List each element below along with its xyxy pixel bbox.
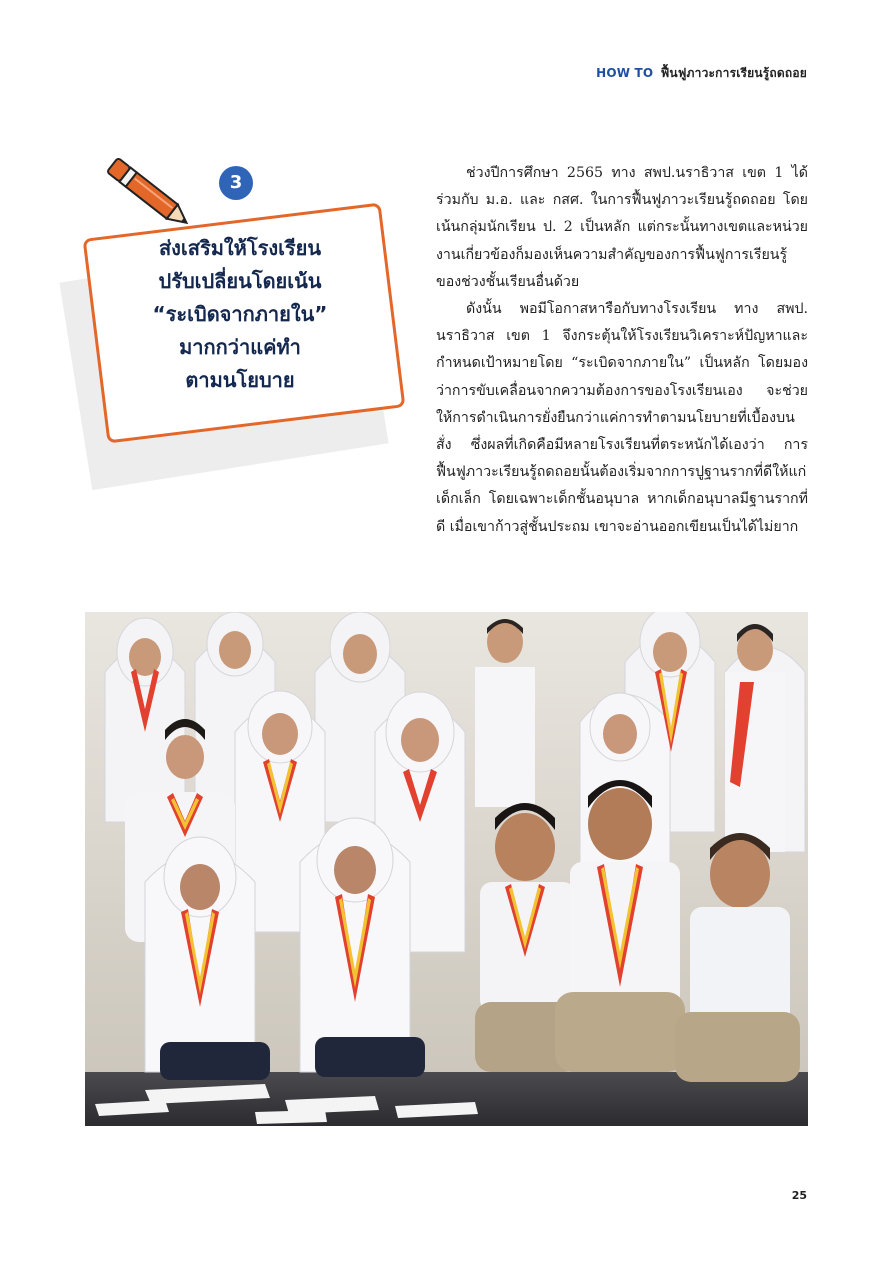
page-number: 25 [791,1189,807,1202]
article-body [436,160,808,541]
callout-line: มากกว่าแค่ทำ [179,335,301,359]
running-header [596,64,807,83]
pencil-icon [96,150,206,240]
paragraph: ดังนั้น พอมีโอกาสหารือกับทางโรงเรียน ทาง สพป. นราธิวาส เขต 1 จึงกระตุ้นให้โรงเรียนวิเคราะห์ปัญหาและกำหนดเป้าหมายโดย “ระเบิดจากภายใน” เป็นหลัก โดยมองว่าการขับเคลื่อนจากความต้องการของโรงเรียนเอง จะช่วยให้การดำเนินการยั่งยืนกว่าแค่การทำตามนโยบายที่เบื้องบนสั่ง ซึ่งผลที่เกิดคือมีหลายโรงเรียนที่ตระหนักได้เองว่า การฟื้นฟูภาวะเรียนรู้ถดถอยนั้นต้องเริ่มจากการปูฐานรากที่ดีให้แก่เด็กเล็ก โดยเฉพาะเด็กชั้นอนุบาล หากเด็กอนุบาลมีฐานรากที่ดี เมื่อเขาก้าวสู่ชั้นประถม เขาจะอ่านออกเขียนเป็นได้ไม่ยาก [436,301,808,535]
paragraph: ช่วงปีการศึกษา 2565 ทาง สพป.นราธิวาส เขต 1 ได้ร่วมกับ ม.อ. และ กสศ. ในการฟื้นฟูภาวะเรียนรู้ถดถอย โดยเน้นกลุ่มนักเรียน ป. 2 เป็นหลัก แต่กระนั้นทางเขตและหน่วยงานเกี่ยวข้องก็มองเห็นความสำคัญของการฟื้นฟูการเรียนรู้ของช่วงชั้นเรียนอื่นด้วย [436,165,808,290]
students-photo [85,612,808,1126]
students-photo-illustration [85,612,808,1126]
header-brand: HOW TO [596,66,654,80]
callout-line: ตามนโยบาย [185,368,295,392]
callout-heading [120,232,360,397]
callout-line: ปรับเปลี่ยนโดยเน้น [158,269,322,293]
callout-line: ส่งเสริมให้โรงเรียน [158,236,322,260]
callout-line: “ระเบิดจากภายใน” [152,302,328,326]
header-title: ฟื้นฟูภาวะการเรียนรู้ถดถอย [660,66,807,80]
step-number-badge: 3 [219,166,253,200]
callout-box [60,140,420,490]
